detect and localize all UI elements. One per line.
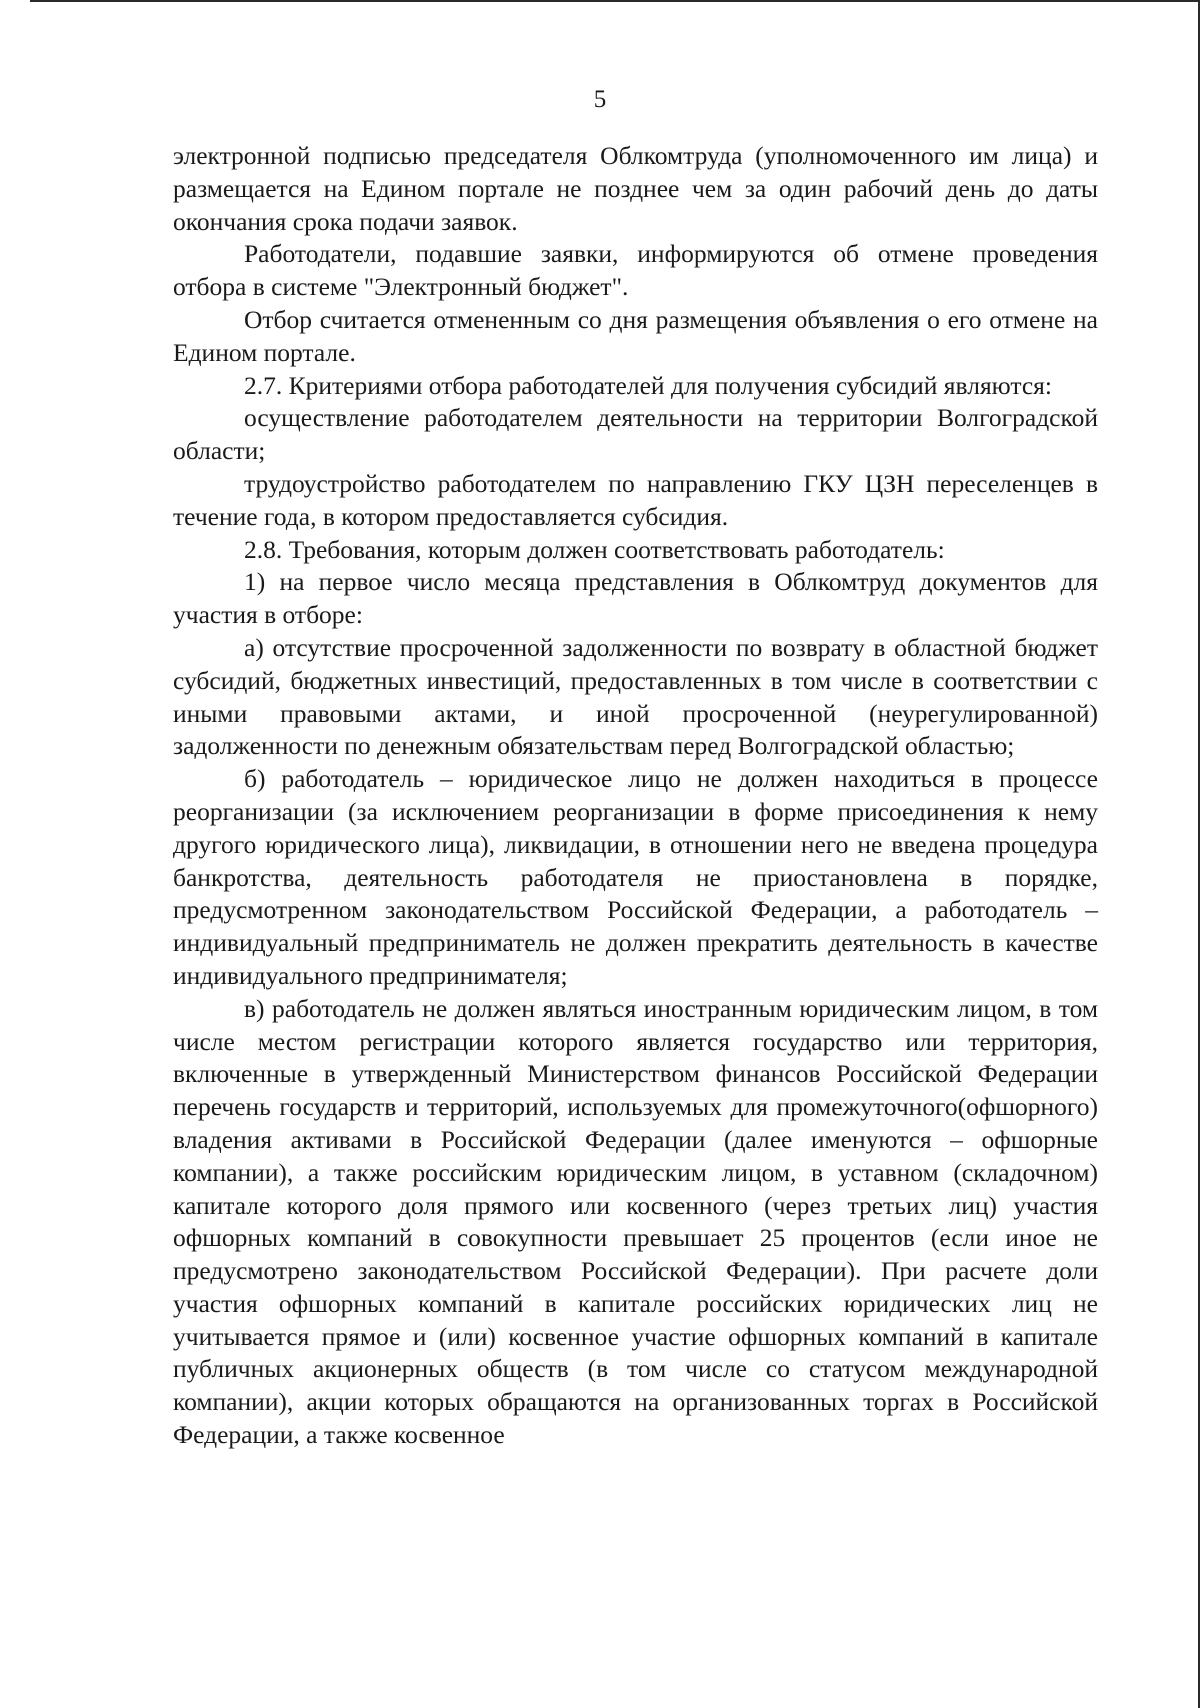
paragraph-criterion-territory: осуществление работодателем деятельности на территории Волгоградской области; [173, 403, 1098, 466]
paragraph-signature-continuation: электронной подписью председателя Облкомтруда (уполномоченного им лица) и размещается на Едином портале не позднее чем за один рабочий день до даты окончания срока подачи заявок. [173, 141, 1098, 236]
paragraph-selection-cancelled: Отбор считается отмененным со дня размещения объявления о его отмене на Едином портале. [173, 304, 1098, 367]
paragraph-employers-informed: Работодатели, подавшие заявки, информируются об отмене проведения отбора в системе "Электронный бюджет". [173, 239, 1098, 302]
scan-edge-top [30, 0, 1200, 2]
page-number: 5 [593, 86, 607, 113]
paragraph-2-8-requirements: 2.8. Требования, которым должен соответствовать работодатель: [244, 534, 945, 564]
paragraph-requirement-1a: а) отсутствие просроченной задолженности по возврату в областной бюджет субсидий, бюджетных инвестиций, предоставленных в том числе в соответствии с иными правовыми актами, и иной просроченной (неурегулированной) задолженности по денежным обязательствам перед Волгоградской областью; [173, 632, 1098, 761]
paragraph-requirement-1: 1) на первое число месяца представления в Облкомтруд документов для участия в отборе: [173, 567, 1098, 630]
document-body [173, 140, 1098, 1452]
paragraph-criterion-employment: трудоустройство работодателем по направлению ГКУ ЦЗН переселенцев в течение года, в котором предоставляется субсидия. [173, 468, 1098, 531]
paragraph-requirement-1v: в) работодатель не должен являться иностранным юридическим лицом, в том числе местом регистрации которого является государство или территория, включенные в утвержденный Министерством финансов Российской Федерации перечень государств и территорий, используемых для промежуточного(офшорного) владения активами в Российской Федерации (далее именуются – офшорные компании), а также российским юридическим лицом, в уставном (складочном) капитале которого доля прямого или косвенного (через третьих лиц) участия офшорных компаний в совокупности превышает 25 процентов (если иное не предусмотрено законодательством Российской Федерации). При расчете доли участия офшорных компаний в капитале российских юридических лиц не учитывается прямое и (или) косвенное участие офшорных компаний в капитале публичных акционерных обществ (в том числе со статусом международной компании), акции которых обращаются на организованных торгах в Российской Федерации, а также косвенное [173, 993, 1098, 1450]
paragraph-2-7-criteria: 2.7. Критериями отбора работодателей для получения субсидий являются: [244, 370, 1052, 400]
paragraph-requirement-1b: б) работодатель – юридическое лицо не должен находиться в процессе реорганизации (за исключением реорганизации в форме присоединения к нему другого юридического лица), ликвидации, в отношении него не введена процедура банкротства, деятельность работодателя не приостановлена в порядке, предусмотренном законодательством Российской Федерации, а работодатель – индивидуальный предприниматель не должен прекратить деятельность в качестве индивидуального предпринимателя; [173, 764, 1098, 990]
